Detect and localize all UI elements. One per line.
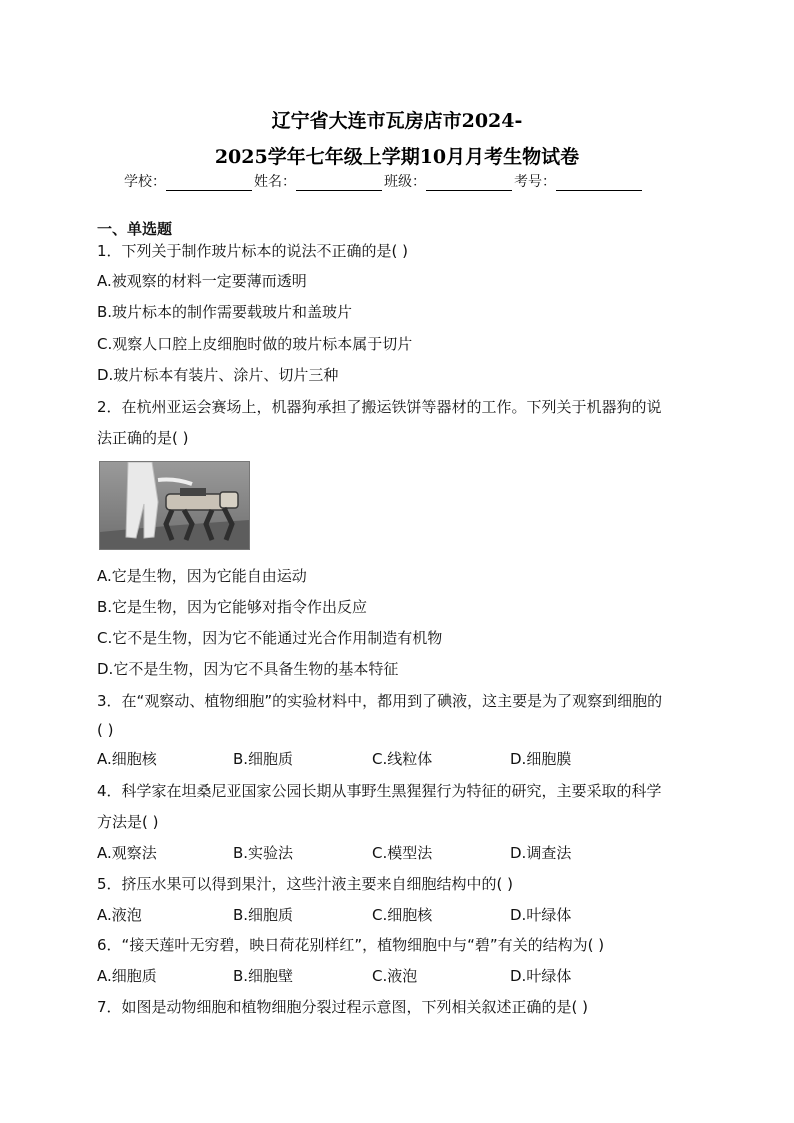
exam-number-blank[interactable] xyxy=(556,176,642,191)
exam-title-line2: 2025学年七年级上学期10月月考生物试卷 xyxy=(214,146,580,168)
exam-title-line1: 辽宁省大连市瓦房店市2024- xyxy=(271,110,523,132)
name-blank[interactable] xyxy=(296,176,382,191)
question-3-option-a: A.细胞核 xyxy=(97,750,157,768)
robot-dog-photo-illustration xyxy=(100,462,249,549)
question-6-stem: 6．“接天莲叶无穷碧，映日荷花别样红”，植物细胞中与“碧”有关的结构为( ) xyxy=(97,936,605,954)
question-2-stem-line2: 法正确的是( ) xyxy=(97,429,189,447)
question-3-option-d: D.细胞膜 xyxy=(510,750,572,768)
question-5-option-d: D.叶绿体 xyxy=(510,906,572,924)
question-5-stem: 5．挤压水果可以得到果汁，这些汁液主要来自细胞结构中的( ) xyxy=(97,875,514,893)
name-label: 姓名： xyxy=(254,174,296,190)
question-1-option-c: C.观察人口腔上皮细胞时做的玻片标本属于切片 xyxy=(97,335,413,353)
question-1-option-d: D.玻片标本有装片、涂片、切片三种 xyxy=(97,366,339,384)
section-heading: 一、单选题 xyxy=(97,220,173,238)
question-3-option-b: B.细胞质 xyxy=(233,750,294,768)
question-6-option-a: A.细胞质 xyxy=(97,967,157,985)
question-4-option-d: D.调查法 xyxy=(510,844,572,862)
question-5-option-b: B.细胞质 xyxy=(233,906,294,924)
question-2-stem-line1: 2．在杭州亚运会赛场上，机器狗承担了搬运铁饼等器材的工作。下列关于机器狗的说 xyxy=(97,398,662,416)
school-label: 学校： xyxy=(124,174,166,190)
question-1-option-a: A.被观察的材料一定要薄而透明 xyxy=(97,272,307,290)
question-4-option-b: B.实验法 xyxy=(233,844,294,862)
question-2-option-a: A.它是生物，因为它能自由运动 xyxy=(97,567,307,585)
class-blank[interactable] xyxy=(426,176,512,191)
question-6-option-c: C.液泡 xyxy=(372,967,418,985)
question-3-stem-line2: ( ) xyxy=(97,721,114,739)
exam-number-label: 考号： xyxy=(514,174,556,190)
question-2-option-b: B.它是生物，因为它能够对指令作出反应 xyxy=(97,598,368,616)
question-7-stem: 7．如图是动物细胞和植物细胞分裂过程示意图，下列相关叙述正确的是( ) xyxy=(97,998,589,1016)
question-2-option-d: D.它不是生物，因为它不具备生物的基本特征 xyxy=(97,660,399,678)
question-3-option-c: C.线粒体 xyxy=(372,750,433,768)
question-4-stem-line1: 4．科学家在坦桑尼亚国家公园长期从事野生黑猩猩行为特征的研究，主要采取的科学 xyxy=(97,782,662,800)
question-4-option-c: C.模型法 xyxy=(372,844,433,862)
question-4-option-a: A.观察法 xyxy=(97,844,157,862)
school-blank[interactable] xyxy=(166,176,252,191)
question-5-option-a: A.液泡 xyxy=(97,906,142,924)
question-6-option-d: D.叶绿体 xyxy=(510,967,572,985)
question-5-option-c: C.细胞核 xyxy=(372,906,433,924)
question-1-option-b: B.玻片标本的制作需要载玻片和盖玻片 xyxy=(97,303,353,321)
question-6-option-b: B.细胞壁 xyxy=(233,967,294,985)
question-3-stem-line1: 3．在“观察动、植物细胞”的实验材料中，都用到了碘液，这主要是为了观察到细胞的 xyxy=(97,692,663,710)
question-2-option-c: C.它不是生物，因为它不能通过光合作用制造有机物 xyxy=(97,629,443,647)
class-label: 班级： xyxy=(384,174,426,190)
student-info-line xyxy=(124,171,644,191)
question-4-stem-line2: 方法是( ) xyxy=(97,813,159,831)
question-1-stem: 1．下列关于制作玻片标本的说法不正确的是( ) xyxy=(97,242,409,260)
robot-dog-photo xyxy=(99,461,250,550)
